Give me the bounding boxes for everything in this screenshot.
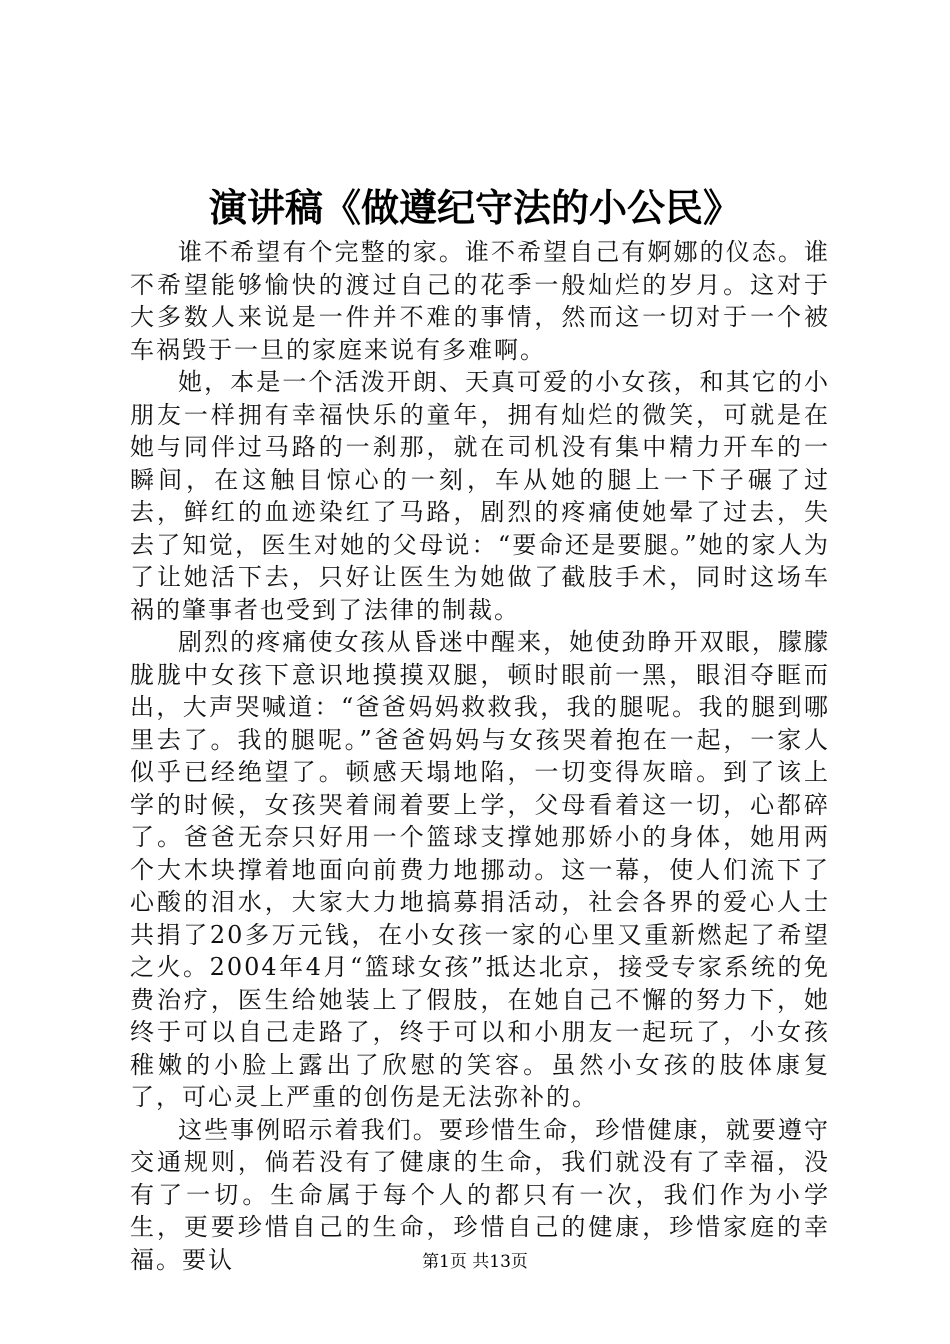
paragraph-1: 谁不希望有个完整的家。谁不希望自己有婀娜的仪态。谁不希望能够愉快的渡过自己的花季一般灿烂的岁月。这对于大多数人来说是一件并不难的事情，然而这一切对于一个被车祸毁于一旦的家庭来说有多难啊。: [130, 238, 830, 364]
paragraph-3: 剧烈的疼痛使女孩从昏迷中醒来，她使劲睁开双眼，朦朦胧胧中女孩下意识地摸摸双腿，顿时眼前一黑，眼泪夺眶而出，大声哭喊道：“爸爸妈妈救救我，我的腿呢。我的腿到哪里去了。我的腿呢。”爸爸妈妈与女孩哭着抱在一起，一家人似乎已经绝望了。顿感天塌地陷，一切变得灰暗。到了该上学的时候，女孩哭着闹着要上学，父母看着这一切，心都碎了。爸爸无奈只好用一个篮球支撑她那娇小的身体，她用两个大木块撑着地面向前费力地挪动。这一幕，使人们流下了心酸的泪水，大家大力地搞募捐活动，社会各界的爱心人士共捐了20多万元钱，在小女孩一家的心里又重新燃起了希望之火。2004年4月“篮球女孩”抵达北京，接受专家系统的免费治疗，医生给她装上了假肢，在她自己不懈的努力下，她终于可以自己走路了，终于可以和小朋友一起玩了，小女孩稚嫩的小脸上露出了欣慰的笑容。虽然小女孩的肢体康复了，可心灵上严重的创伤是无法弥补的。: [130, 628, 830, 1111]
paragraph-4: 这些事例昭示着我们。要珍惜生命，珍惜健康，就要遵守交通规则，倘若没有了健康的生命，我们就没有了幸福，没有了一切。生命属于每个人的都只有一次，我们作为小学生，更要珍惜自己的生命，珍惜自己的健康，珍惜家庭的幸福。要认: [130, 1115, 830, 1274]
document-body: [130, 236, 830, 1276]
paragraph-2: 她，本是一个活泼开朗、天真可爱的小女孩，和其它的小朋友一样拥有幸福快乐的童年，拥有灿烂的微笑，可就是在她与同伴过马路的一刹那，就在司机没有集中精力开车的一瞬间，在这触目惊心的一刻，车从她的腿上一下子碾了过去，鲜红的血迹染红了马路，剧烈的疼痛使她晕了过去，失去了知觉，医生对她的父母说：“要命还是要腿。”她的家人为了让她活下去，只好让医生为她做了截肢手术，同时这场车祸的肇事者也受到了法律的制裁。: [130, 368, 830, 624]
document-title: 演讲稿《做遵纪守法的小公民》: [208, 185, 741, 230]
page-number-footer: 第1页 共13页: [422, 1252, 528, 1272]
